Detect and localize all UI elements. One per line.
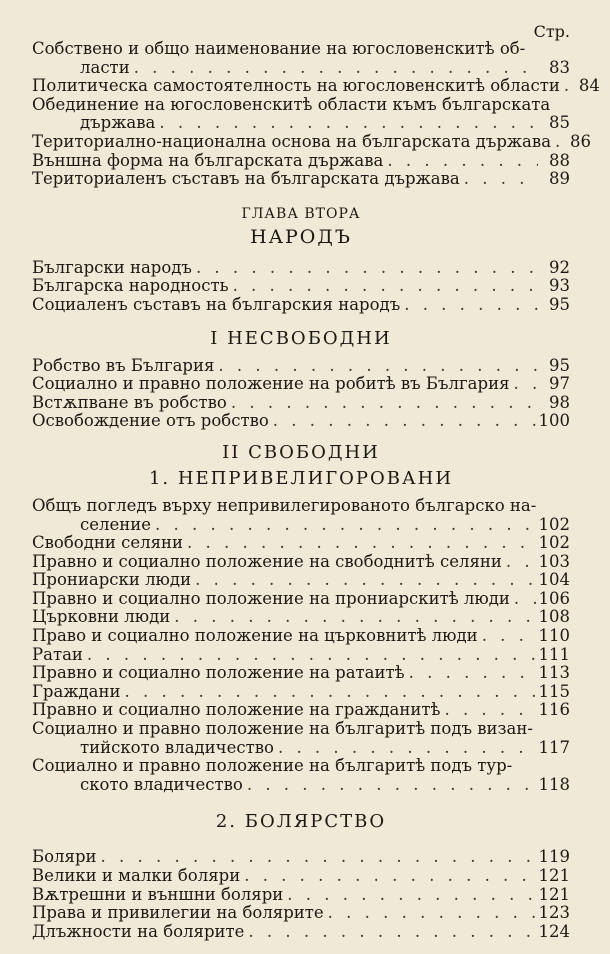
toc-entries	[32, 39, 600, 941]
leader-dots	[170, 608, 538, 627]
toc-entry-title: селение	[80, 514, 152, 534]
leader-dots	[183, 534, 538, 553]
toc-entry-title: Политическа самостоятелность на югословенскитѣ области	[32, 76, 560, 96]
toc-entry-title: Освобождение отъ робство	[32, 411, 269, 431]
toc-page-number: 115	[538, 681, 570, 701]
leader-dots	[97, 848, 538, 867]
toc-page-number: 119	[538, 847, 570, 867]
toc-entry[interactable]	[32, 739, 570, 758]
leader-dots	[214, 357, 538, 376]
toc-entry[interactable]	[32, 776, 570, 795]
leader-dots	[130, 59, 538, 78]
toc-entry-title: Вѫтрешни и външни боляри	[32, 884, 284, 904]
toc-entry-title: Социално и правно положение на българитѣ подъ тур-	[32, 756, 513, 776]
toc-page-number: 98	[549, 392, 570, 412]
leader-dots	[509, 375, 538, 394]
leader-dots	[274, 739, 538, 758]
toc-entry-title: Собствено и общо наименование на югословенскитѣ об-	[32, 39, 526, 58]
toc-entry-title: Общъ погледъ върху непривилегированото българско на-	[32, 495, 537, 515]
toc-entry[interactable]	[32, 131, 592, 152]
leader-dots	[240, 867, 538, 886]
toc-page-number: 85	[549, 113, 570, 133]
leader-dots	[440, 701, 538, 720]
toc-entry[interactable]	[32, 59, 570, 78]
toc-entry[interactable]	[32, 923, 570, 942]
toc-entry-title: Обединение на югословенскитѣ области къмъ българската	[32, 94, 551, 114]
toc-entry[interactable]	[32, 590, 570, 609]
toc-entry[interactable]	[32, 412, 570, 431]
toc-entry-title: Ратаи	[32, 644, 83, 664]
leader-dots	[192, 259, 538, 278]
leader-dots	[510, 590, 538, 609]
leader-dots	[121, 683, 539, 702]
toc-entry[interactable]	[32, 664, 570, 683]
leader-dots	[324, 904, 538, 923]
leader-dots	[229, 277, 538, 296]
toc-page-number: 83	[549, 57, 570, 77]
page-column-label: Стр.	[533, 22, 570, 41]
toc-page-number: 103	[538, 551, 570, 571]
toc-page-number: 102	[538, 533, 570, 553]
toc-entry[interactable]	[32, 553, 570, 572]
toc-entry-title: Църковни люди	[32, 607, 171, 627]
toc-entry-title: Териториално-национална основа на българската държава	[32, 131, 552, 151]
toc-entry-title: Длъжности на болярите	[32, 921, 245, 941]
toc-entry[interactable]	[32, 152, 570, 171]
toc-entry-title: Свободни селяни	[32, 533, 184, 553]
toc-entry-title: Социаленъ съставъ на българския народъ	[32, 294, 401, 314]
toc-page-number: 88	[549, 150, 570, 170]
leader-dots	[227, 394, 538, 413]
toc-page-number: 121	[538, 884, 570, 904]
toc-entry[interactable]	[32, 867, 570, 886]
toc-entry[interactable]	[32, 571, 570, 590]
toc-entry[interactable]	[32, 259, 570, 278]
toc-page-number: 84	[578, 76, 600, 96]
toc-group-5	[32, 848, 570, 941]
subsection-title-boyars: 2. БОЛЯРСТВО	[215, 811, 387, 833]
toc-page-number: 106	[538, 588, 570, 608]
toc-entry[interactable]	[32, 516, 570, 535]
toc-page-number: 104	[538, 570, 570, 590]
section-title-free: II СВОБОДНИ	[222, 441, 380, 463]
toc-entry-title: Правно и социално положение на ратаитѣ	[32, 663, 405, 683]
toc-entry-title: Териториаленъ съставъ на българската държава	[32, 169, 460, 189]
toc-page-number: 93	[549, 276, 570, 296]
toc-entry-title: Встѫпване въ робство	[32, 392, 227, 412]
toc-entry[interactable]	[32, 170, 570, 189]
toc-entry[interactable]	[32, 646, 570, 665]
toc-entry-title: Право и социално положение на църковнитѣ люди	[32, 626, 478, 646]
toc-entry[interactable]	[32, 277, 570, 296]
subsection-title-unprivileged: 1. НЕПРИВЕЛИГОРОВАНИ	[148, 467, 454, 489]
leader-dots	[478, 627, 538, 646]
toc-entry-title: ласти	[80, 57, 130, 77]
toc-entry[interactable]	[32, 534, 570, 553]
toc-entry-title: Правно и социално положение на свободнитѣ селяни	[32, 551, 502, 571]
toc-entry[interactable]	[32, 608, 570, 627]
toc-entry-title: Робство въ България	[32, 355, 215, 375]
toc-page-number: 121	[538, 866, 570, 885]
toc-entry[interactable]	[32, 904, 570, 923]
toc-entry-title: ското владичество	[80, 774, 243, 794]
leader-dots	[151, 516, 538, 535]
chapter-label: ГЛАВА ВТОРА	[241, 205, 361, 222]
toc-entry-title: държава	[80, 113, 156, 133]
toc-entry-title: тийското владичество	[80, 737, 274, 757]
toc-entry-title: Граждани	[32, 681, 121, 701]
toc-page-number: 89	[549, 169, 570, 189]
toc-entry-title: Правно и социално положение на гражданитѣ	[32, 700, 441, 720]
toc-page-number: 86	[570, 131, 592, 151]
toc-entry[interactable]	[32, 683, 570, 702]
toc-page-number: 108	[538, 607, 570, 627]
toc-page-number: 118	[538, 774, 570, 794]
toc-entry[interactable]	[32, 76, 600, 96]
toc-entry-title: Правно и социално положение на прониарскитѣ люди	[32, 588, 510, 608]
section-title-unfree: I НЕСВОБОДНИ	[210, 327, 392, 349]
toc-entry-title: Социално и правно положение на българитѣ подъ визан-	[32, 719, 533, 739]
toc-entry[interactable]	[32, 394, 570, 413]
toc-page-number: 113	[538, 663, 570, 683]
toc-page-number: 117	[538, 737, 570, 757]
toc-entry[interactable]	[32, 296, 570, 315]
leader-dots	[560, 77, 568, 96]
toc-group-4	[32, 497, 570, 795]
toc-page-number: 97	[549, 374, 570, 394]
chapter-title: НАРОДЪ	[250, 225, 352, 248]
toc-entry-line	[32, 720, 570, 739]
toc-entry-line	[32, 757, 570, 776]
toc-entry-title: Български народъ	[32, 257, 192, 277]
toc-entry[interactable]	[32, 375, 570, 394]
leader-dots	[283, 886, 538, 905]
toc-entry-line	[32, 497, 570, 516]
leader-dots	[400, 296, 538, 315]
toc-group-2	[32, 259, 570, 315]
toc-page-number: 111	[538, 644, 570, 664]
leader-dots	[191, 571, 538, 590]
toc-entry-title: Българска народность	[32, 276, 229, 296]
toc-entry-title: Боляри	[32, 847, 97, 867]
toc-page-number: 100	[538, 411, 570, 431]
toc-entry[interactable]	[32, 627, 570, 646]
toc-group-3	[32, 357, 570, 431]
leader-dots	[405, 664, 538, 683]
leader-dots	[83, 646, 538, 665]
toc-page-number: 110	[538, 626, 570, 646]
toc-entry-title: Социално и правно положение на робитѣ въ България	[32, 374, 510, 394]
toc-page-number: 116	[538, 700, 570, 720]
toc-page-number: 92	[549, 257, 570, 277]
leader-dots	[269, 412, 538, 431]
toc-entry[interactable]	[32, 701, 570, 720]
toc-page-number: 95	[549, 294, 570, 314]
leader-dots	[502, 553, 538, 572]
toc-entry[interactable]	[32, 848, 570, 867]
toc-entry-title: Външна форма на българската държава	[32, 150, 384, 170]
leader-dots	[383, 152, 538, 171]
toc-page-number: 124	[538, 921, 570, 941]
toc-entry[interactable]	[32, 114, 570, 133]
toc-entry-title: Прониарски люди	[32, 570, 192, 590]
toc-page-number: 123	[538, 903, 570, 923]
toc-group-1	[32, 39, 600, 189]
leader-dots	[460, 170, 538, 189]
toc-entry-title: Права и привилегии на болярите	[32, 903, 324, 923]
toc-page-number: 95	[549, 355, 570, 375]
leader-dots	[244, 923, 538, 942]
toc-entry-line	[32, 96, 570, 115]
leader-dots	[243, 776, 538, 795]
leader-dots	[551, 133, 559, 152]
toc-entry[interactable]	[32, 357, 570, 376]
toc-entry-line	[32, 40, 570, 59]
leader-dots	[155, 114, 538, 133]
toc-entry[interactable]	[32, 886, 570, 905]
toc-entry-title: Велики и малки боляри	[32, 866, 241, 885]
toc-page-number: 102	[538, 514, 570, 534]
